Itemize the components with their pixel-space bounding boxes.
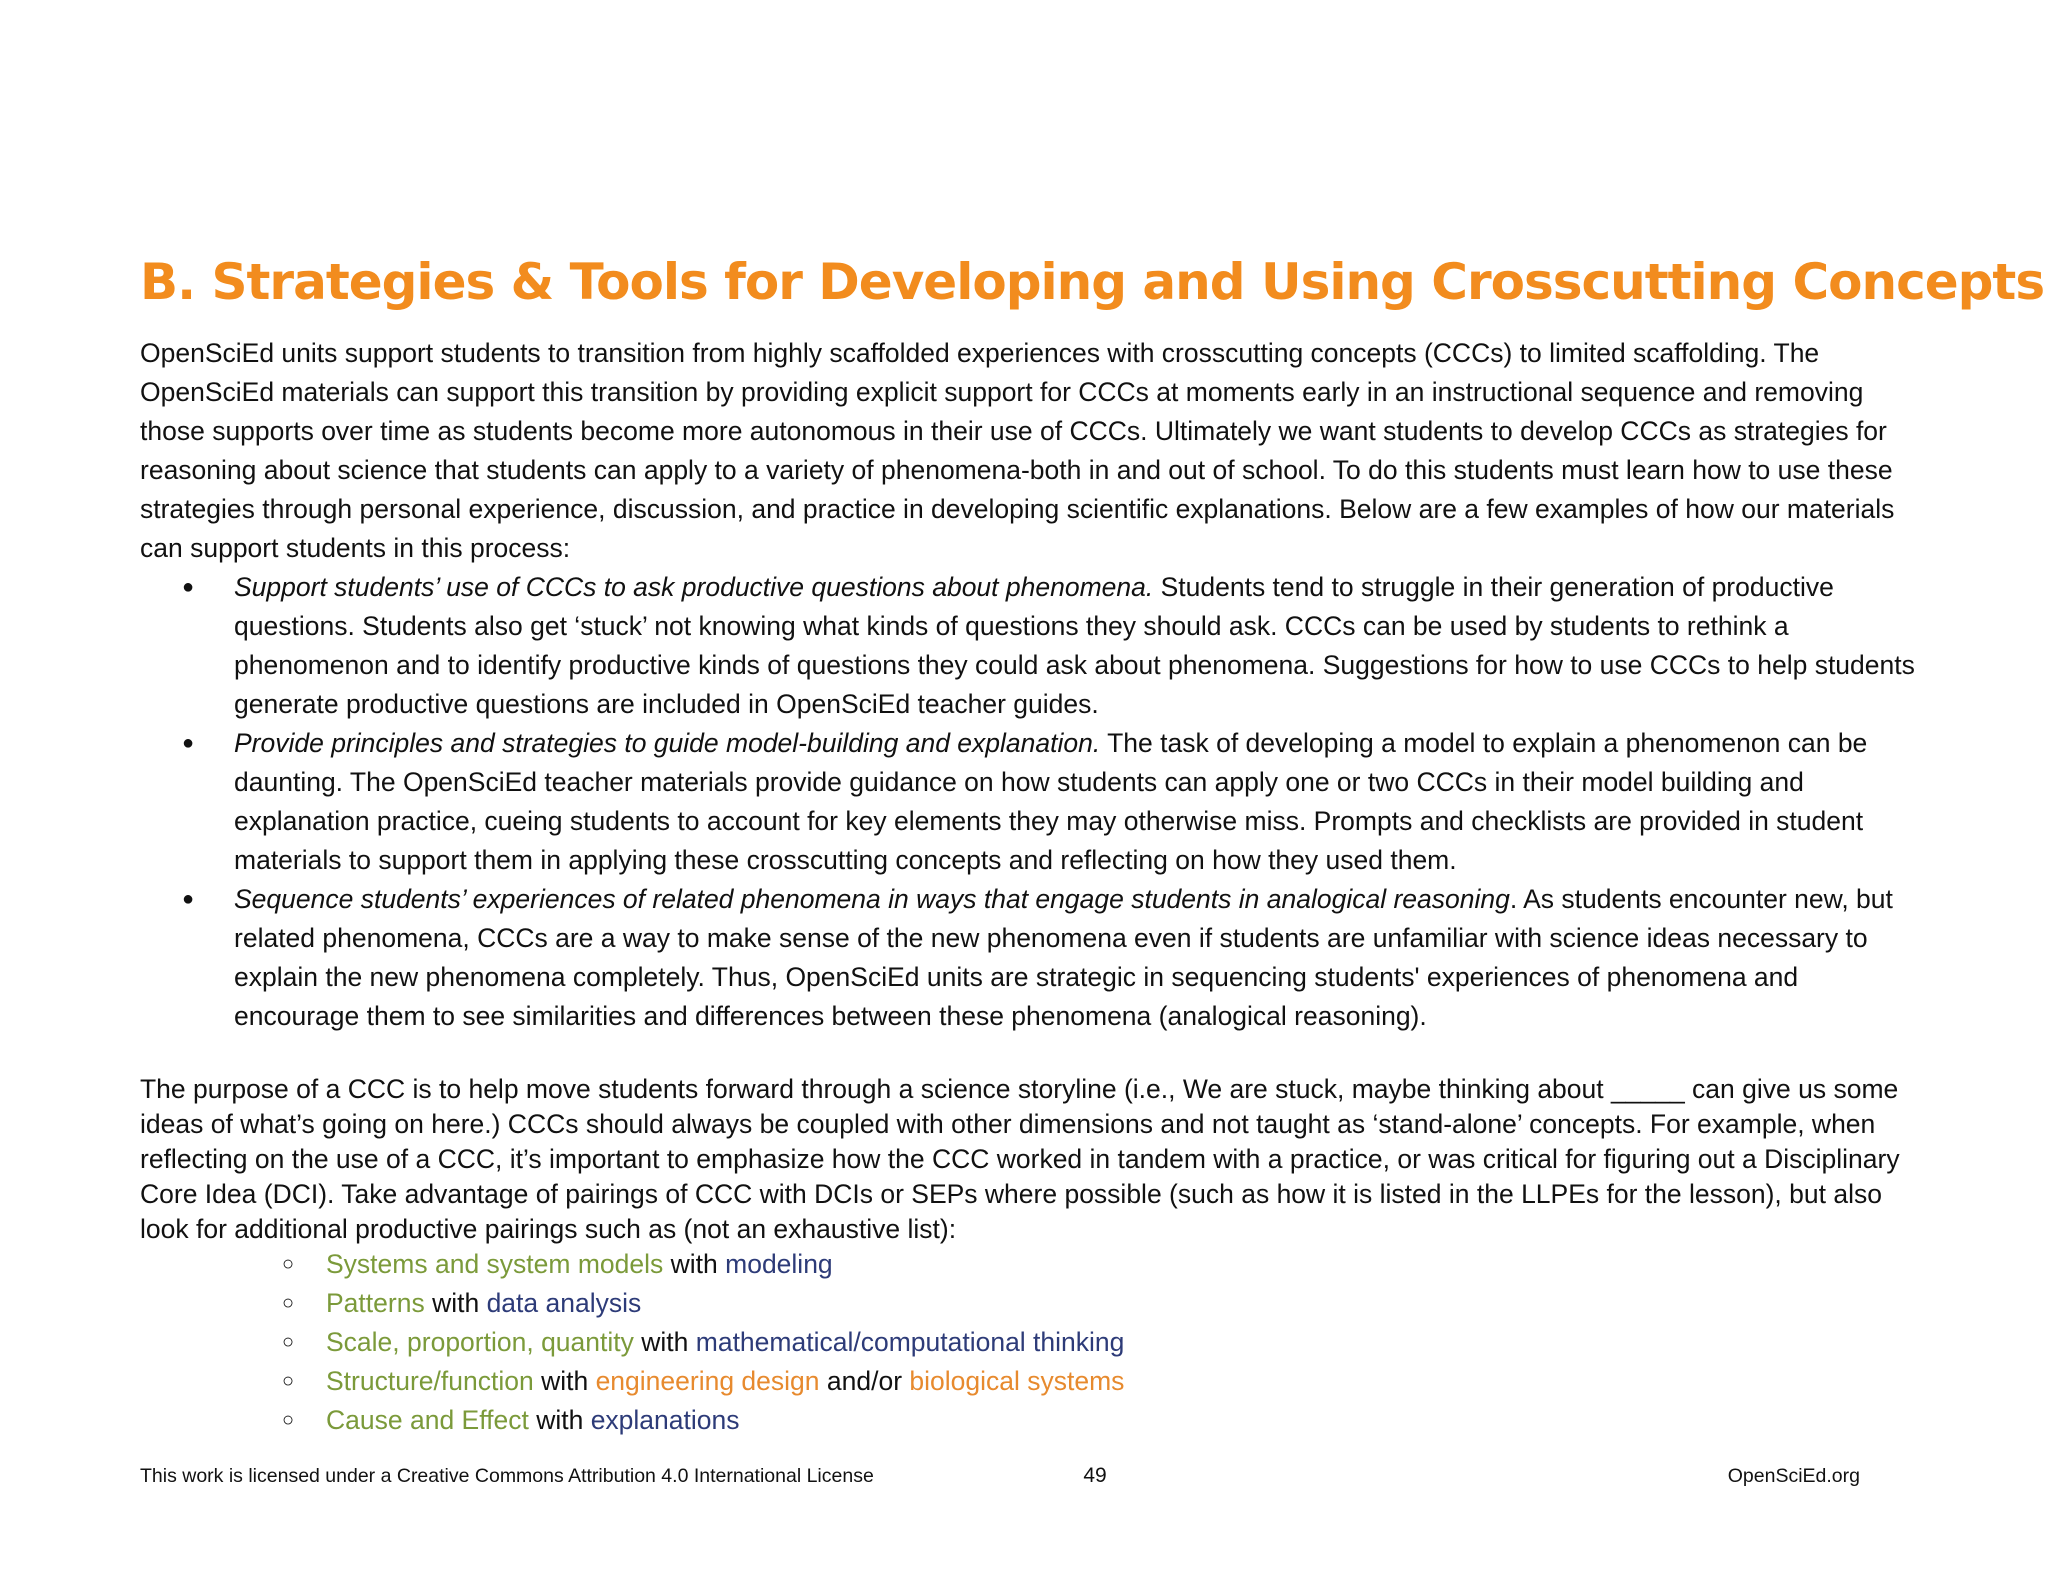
- intro-paragraph: OpenSciEd units support students to transition from highly scaffolded experiences with crosscutting concepts (CCCs) to limited scaffolding. The OpenSciEd materials can support this transition by providing explicit support for CCCs at moments early in an instructional sequence and removing those supports over time as students become more autonomous in their use of CCCs. Ultimately we want students to develop CCCs as strategies for reasoning about science that students can apply to a variety of phenomena-both in and out of school. To do this students must learn how to use these strategies through personal experience, discussion, and practice in developing scientific explanations. Below are a few examples of how our materials can support students in this process:: [140, 338, 1895, 563]
- joiner-text: and/or: [819, 1366, 910, 1396]
- bullet-text: . As students encounter new, but related phenomena, CCCs are a way to make sense of the new phenomena even if students are unfamiliar with science ideas necessary to explain the new phenomena completely. Thus, OpenSciEd units are strategic in sequencing students' experiences of phenomena and encourage them to see similarities and differences between these phenomena (analogical reasoning).: [234, 884, 1893, 1031]
- joiner-text: with: [533, 1366, 596, 1396]
- strategy-list: [140, 568, 1920, 1036]
- site-footer: OpenSciEd.org: [1727, 1465, 1860, 1487]
- list-item: [140, 1401, 1840, 1440]
- circle-bullet-icon: ○: [282, 1253, 295, 1275]
- ccc-term: Cause and Effect: [326, 1405, 529, 1435]
- ccc-term: Scale, proportion, quantity: [326, 1327, 634, 1357]
- circle-bullet-icon: ○: [282, 1331, 295, 1353]
- bullet-lead: Sequence students’ experiences of related phenomena in ways that engage students in analogical reasoning: [234, 884, 1510, 914]
- partner-term: explanations: [590, 1405, 740, 1435]
- joiner-text: with: [663, 1249, 726, 1279]
- pairings-list: [140, 1245, 1840, 1440]
- partner-term: engineering design: [595, 1366, 820, 1396]
- page-number: 49: [1083, 1464, 1107, 1487]
- ccc-term: Patterns: [326, 1288, 425, 1318]
- list-item: [140, 1284, 1840, 1323]
- section-title: B. Strategies & Tools for Developing and Using Crosscutting Concepts: [140, 253, 2045, 311]
- list-item: [140, 1245, 1840, 1284]
- license-footer: This work is licensed under a Creative Commons Attribution 4.0 International License: [140, 1465, 874, 1487]
- purpose-paragraph: The purpose of a CCC is to help move students forward through a science storyline (i.e., We are stuck, maybe thinking about _____ can give us some ideas of what’s going on here.) CCCs should always be coupled with other dimensions and not taught as ‘stand-alone’ concepts. For example, when reflecting on the use of a CCC, it’s important to emphasize how the CCC worked in tandem with a practice, or was critical for figuring out a Disciplinary Core Idea (DCI). Take advantage of pairings of CCC with DCIs or SEPs where possible (such as how it is listed in the LLPEs for the lesson), but also look for additional productive pairings such as (not an exhaustive list):: [140, 1074, 1900, 1244]
- bullet-lead: Provide principles and strategies to guide model-building and explanation.: [234, 728, 1101, 758]
- bullet-icon: ●: [182, 888, 195, 910]
- circle-bullet-icon: ○: [282, 1370, 295, 1392]
- list-item: [140, 1362, 1840, 1401]
- joiner-text: with: [424, 1288, 487, 1318]
- partner-term: modeling: [725, 1249, 833, 1279]
- partner-term: biological systems: [909, 1366, 1125, 1396]
- bullet-lead: Support students’ use of CCCs to ask productive questions about phenomena.: [234, 572, 1154, 602]
- list-item: [140, 724, 1920, 880]
- circle-bullet-icon: ○: [282, 1292, 295, 1314]
- ccc-term: Structure/function: [326, 1366, 534, 1396]
- partner-term: mathematical/computational thinking: [695, 1327, 1125, 1357]
- partner-term: data analysis: [486, 1288, 642, 1318]
- bullet-text: The task of developing a model to explain a phenomenon can be daunting. The OpenSciEd teacher materials provide guidance on how students can apply one or two CCCs in their model building and explanation practice, cueing students to account for key elements they may otherwise miss. Prompts and checklists are provided in student materials to support them in applying these crosscutting concepts and reflecting on how they used them.: [234, 728, 1868, 875]
- bullet-text: Students tend to struggle in their generation of productive questions. Students also get ‘stuck’ not knowing what kinds of questions they should ask. CCCs can be used by students to rethink a phenomenon and to identify productive kinds of questions they could ask about phenomena. Suggestions for how to use CCCs to help students generate productive questions are included in OpenSciEd teacher guides.: [234, 572, 1915, 719]
- bullet-icon: ●: [182, 576, 195, 598]
- list-item: [140, 1323, 1840, 1362]
- joiner-text: with: [528, 1405, 591, 1435]
- list-item: [140, 880, 1920, 1036]
- ccc-term: Systems and system models: [326, 1249, 664, 1279]
- circle-bullet-icon: ○: [282, 1409, 295, 1431]
- joiner-text: with: [633, 1327, 696, 1357]
- bullet-icon: ●: [182, 732, 195, 754]
- list-item: [140, 568, 1920, 724]
